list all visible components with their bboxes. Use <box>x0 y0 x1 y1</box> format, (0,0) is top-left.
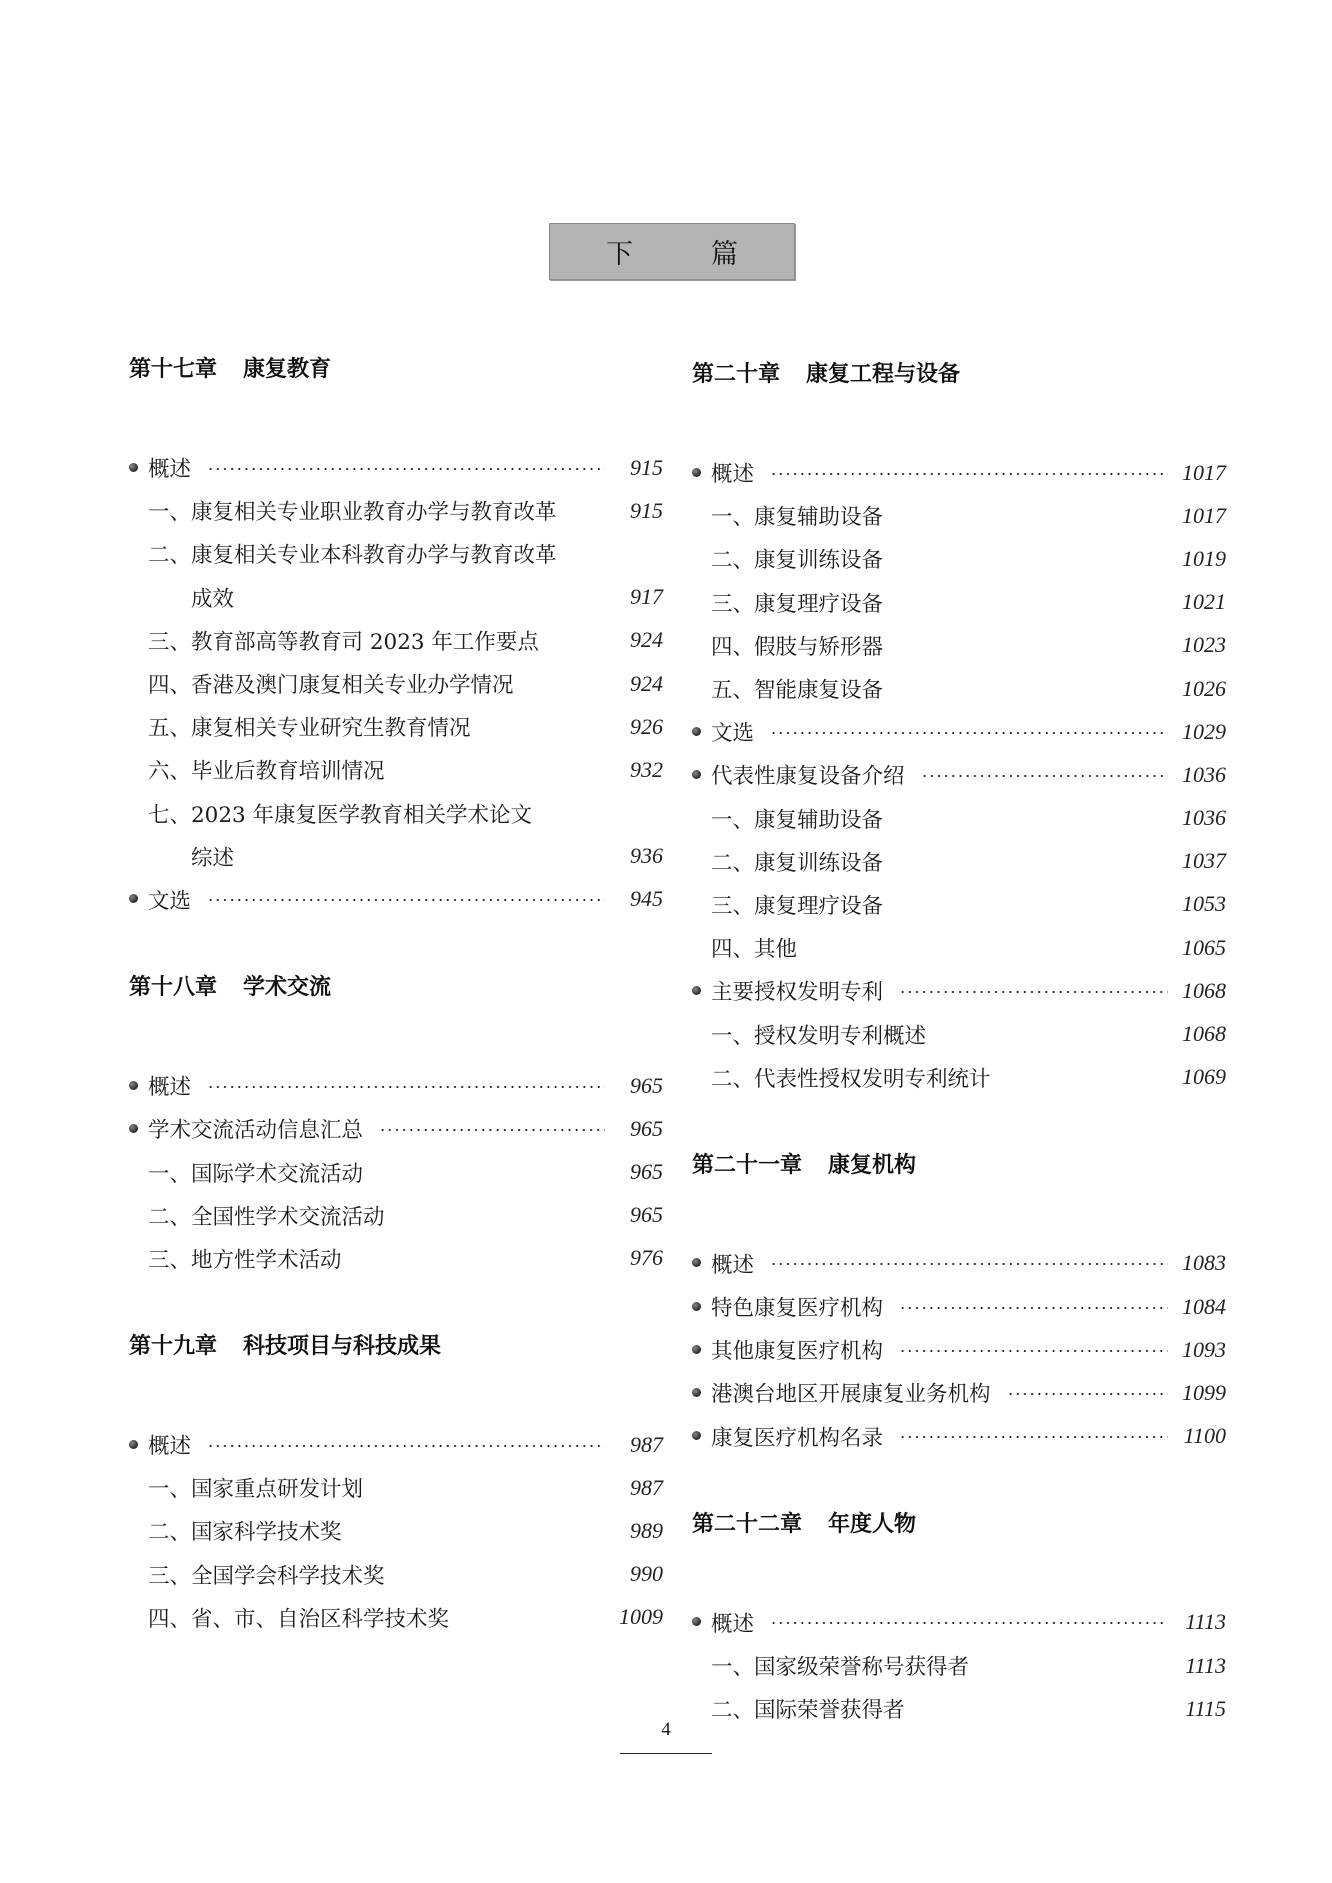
dot-leader <box>899 1350 1168 1352</box>
toc-entry[interactable] <box>129 1064 663 1107</box>
bullet-icon <box>692 1431 701 1440</box>
part-title-char: 篇 <box>711 239 738 270</box>
toc-chapter <box>129 355 663 921</box>
chapter-title: 科技项目与科技成果 <box>243 1334 442 1359</box>
entry-title: 一、国际学术交流活动 <box>148 1161 364 1187</box>
entry-page-number: 1037 <box>1182 848 1226 874</box>
entry-page-number: 965 <box>630 1115 663 1141</box>
heading-spacer <box>129 385 663 446</box>
entry-page-number: 965 <box>630 1202 663 1228</box>
bullet-icon <box>692 727 701 736</box>
entry-page-number: 1036 <box>1182 805 1226 831</box>
entry-page-number: 987 <box>630 1431 663 1457</box>
entry-title: 二、康复相关专业本科教育办学与教育改革 <box>148 543 557 569</box>
toc-entry[interactable] <box>692 667 1226 710</box>
entry-page-number: 926 <box>630 713 663 739</box>
toc-entry-list <box>129 1064 663 1280</box>
entry-page-number: 1115 <box>1185 1695 1226 1721</box>
chapter-title: 康复机构 <box>828 1152 917 1178</box>
chapter-heading[interactable] <box>129 973 663 1003</box>
bullet-icon <box>129 1124 138 1133</box>
entry-title: 港澳台地区开展康复业务机构 <box>711 1382 991 1408</box>
entry-page-number: 1009 <box>619 1604 663 1630</box>
entry-title: 一、康复辅助设备 <box>711 807 884 833</box>
entry-page-number: 924 <box>630 670 663 696</box>
chapter-title: 康复工程与设备 <box>806 362 961 387</box>
toc-entry[interactable] <box>692 451 1226 494</box>
dot-leader <box>1007 1393 1168 1395</box>
entry-title: 二、康复训练设备 <box>711 850 884 876</box>
entry-title: 四、假肢与矫形器 <box>711 634 884 660</box>
chapter-number: 第二十章 <box>692 362 781 387</box>
toc-entry[interactable] <box>129 835 663 878</box>
toc-entry[interactable] <box>692 1601 1226 1644</box>
chapter-title: 年度人物 <box>828 1511 917 1537</box>
toc-chapter <box>692 1099 1226 1458</box>
entry-title: 文选 <box>148 888 192 914</box>
entry-title: 学术交流活动信息汇总 <box>148 1118 364 1144</box>
toc-entry[interactable] <box>692 1644 1226 1687</box>
bullet-icon <box>692 986 701 995</box>
dot-leader <box>379 1129 605 1131</box>
toc-entry[interactable] <box>692 1012 1226 1055</box>
bullet-icon <box>692 468 701 477</box>
entry-page-number: 945 <box>630 886 663 912</box>
chapter-heading[interactable] <box>692 1510 1226 1540</box>
toc-entry[interactable] <box>692 969 1226 1012</box>
toc-entry[interactable] <box>692 1242 1226 1285</box>
entry-page-number: 1084 <box>1182 1293 1226 1319</box>
entry-page-number: 1029 <box>1182 718 1226 744</box>
toc-entry[interactable] <box>129 748 663 791</box>
toc-entry[interactable] <box>692 926 1226 969</box>
entry-page-number: 965 <box>630 1072 663 1098</box>
entry-title: 康复医疗机构名录 <box>711 1425 884 1451</box>
entry-title: 二、国际荣誉获得者 <box>711 1698 905 1724</box>
heading-spacer <box>692 1540 1226 1601</box>
dot-leader <box>207 899 605 901</box>
entry-title: 七、2023 年康复医学教育相关学术论文 <box>148 802 533 828</box>
toc-entry-list <box>692 451 1226 1099</box>
toc-column-right <box>692 360 1226 1730</box>
entry-page-number: 1083 <box>1182 1250 1226 1276</box>
entry-title: 特色康复医疗机构 <box>711 1296 884 1322</box>
entry-page-number: 1036 <box>1182 761 1226 787</box>
heading-spacer <box>692 1181 1226 1242</box>
entry-title: 一、国家重点研发计划 <box>148 1477 364 1503</box>
toc-entry[interactable] <box>129 1237 663 1280</box>
entry-page-number: 990 <box>630 1561 663 1587</box>
entry-page-number: 1023 <box>1182 632 1226 658</box>
toc-entry-list <box>692 1242 1226 1458</box>
toc-entry-list <box>692 1601 1226 1731</box>
part-title-box <box>549 223 795 280</box>
toc-chapter <box>129 1280 663 1639</box>
heading-spacer <box>129 1003 663 1064</box>
entry-title: 四、其他 <box>711 937 798 963</box>
bullet-icon <box>692 1617 701 1626</box>
toc-column-left <box>129 355 663 1639</box>
part-title-char: 下 <box>606 239 633 270</box>
toc-entry[interactable] <box>692 581 1226 624</box>
chapter-number: 第二十二章 <box>692 1511 803 1537</box>
dot-leader <box>207 468 605 470</box>
toc-entry[interactable] <box>129 489 663 532</box>
dot-leader <box>899 1436 1168 1438</box>
bullet-icon <box>129 894 138 903</box>
toc-entry[interactable] <box>129 1194 663 1237</box>
entry-title: 其他康复医疗机构 <box>711 1339 884 1365</box>
bullet-icon <box>129 463 138 472</box>
toc-entry[interactable] <box>692 753 1226 796</box>
entry-title: 三、教育部高等教育司 2023 年工作要点 <box>148 629 539 655</box>
toc-entry[interactable] <box>692 1285 1226 1328</box>
entry-title: 概述 <box>148 457 192 483</box>
chapter-number: 第十七章 <box>129 357 218 382</box>
toc-entry[interactable] <box>129 1553 663 1596</box>
toc-chapter <box>692 360 1226 1099</box>
toc-entry[interactable] <box>129 532 663 575</box>
entry-page-number: 987 <box>630 1474 663 1500</box>
entry-page-number: 1099 <box>1182 1379 1226 1405</box>
bullet-icon <box>692 770 701 779</box>
entry-title: 成效 <box>191 586 235 612</box>
entry-page-number: 1093 <box>1182 1336 1226 1362</box>
entry-page-number: 1069 <box>1182 1064 1226 1090</box>
entry-title: 概述 <box>711 462 755 488</box>
chapter-number: 第十九章 <box>129 1334 218 1359</box>
chapter-heading[interactable] <box>692 360 1226 390</box>
entry-title: 一、授权发明专利概述 <box>711 1023 927 1049</box>
entry-title: 三、地方性学术活动 <box>148 1247 342 1273</box>
entry-title: 六、毕业后教育培训情况 <box>148 759 385 785</box>
entry-title: 二、康复训练设备 <box>711 548 884 574</box>
toc-entry[interactable] <box>692 1056 1226 1099</box>
page-number-rule <box>620 1753 712 1754</box>
chapter-spacer <box>129 1280 663 1332</box>
entry-title: 三、康复理疗设备 <box>711 893 884 919</box>
entry-title: 二、全国性学术交流活动 <box>148 1204 385 1230</box>
entry-page-number: 965 <box>630 1159 663 1185</box>
entry-page-number: 932 <box>630 756 663 782</box>
entry-title: 三、康复理疗设备 <box>711 591 884 617</box>
dot-leader <box>207 1086 605 1088</box>
chapter-number: 第十八章 <box>129 975 218 1001</box>
dot-leader <box>899 991 1168 993</box>
toc-entry[interactable] <box>129 1596 663 1639</box>
entry-page-number: 1021 <box>1182 589 1226 615</box>
entry-page-number: 1113 <box>1185 1652 1226 1678</box>
toc-entry[interactable] <box>692 883 1226 926</box>
dot-leader <box>899 1307 1168 1309</box>
toc-chapter <box>129 921 663 1280</box>
toc-entry[interactable] <box>692 624 1226 667</box>
toc-chapter <box>692 1458 1226 1731</box>
bullet-icon <box>692 1345 701 1354</box>
entry-page-number: 1017 <box>1182 459 1226 485</box>
toc-entry[interactable] <box>129 1107 663 1150</box>
entry-title: 概述 <box>711 1252 755 1278</box>
dot-leader <box>207 1445 605 1447</box>
entry-title: 代表性康复设备介绍 <box>711 764 905 790</box>
toc-entry[interactable] <box>129 1509 663 1552</box>
chapter-spacer <box>129 921 663 973</box>
entry-title: 文选 <box>711 721 755 747</box>
toc-entry[interactable] <box>129 1466 663 1509</box>
entry-page-number: 1065 <box>1182 934 1226 960</box>
entry-page-number: 1068 <box>1182 977 1226 1003</box>
toc-entry[interactable] <box>129 576 663 619</box>
toc-entry[interactable] <box>129 619 663 662</box>
toc-entry[interactable] <box>692 494 1226 537</box>
dot-leader <box>921 775 1168 777</box>
chapter-heading[interactable] <box>129 355 663 385</box>
entry-title: 二、国家科学技术奖 <box>148 1520 342 1546</box>
toc-entry[interactable] <box>129 792 663 835</box>
bullet-icon <box>692 1302 701 1311</box>
toc-entry[interactable] <box>129 662 663 705</box>
dot-leader <box>770 732 1168 734</box>
entry-title: 概述 <box>711 1611 755 1637</box>
bullet-icon <box>129 1440 138 1449</box>
entry-page-number: 924 <box>630 627 663 653</box>
entry-page-number: 1100 <box>1183 1423 1226 1449</box>
chapter-spacer <box>692 1458 1226 1510</box>
chapter-title: 学术交流 <box>243 975 332 1001</box>
toc-entry[interactable] <box>692 1371 1226 1414</box>
toc-entry[interactable] <box>129 705 663 748</box>
entry-page-number: 1068 <box>1182 1021 1226 1047</box>
entry-title: 一、康复相关专业职业教育办学与教育改革 <box>148 500 557 526</box>
bullet-icon <box>692 1388 701 1397</box>
entry-page-number: 917 <box>630 584 663 610</box>
toc-entry[interactable] <box>692 1328 1226 1371</box>
toc-entry[interactable] <box>692 840 1226 883</box>
toc-entry-list <box>129 1423 663 1639</box>
entry-page-number: 989 <box>630 1517 663 1543</box>
page-number: 4 <box>661 1719 671 1740</box>
entry-page-number: 1019 <box>1182 545 1226 571</box>
chapter-heading[interactable] <box>692 1151 1226 1181</box>
heading-spacer <box>692 390 1226 451</box>
dot-leader <box>770 1263 1168 1265</box>
toc-entry[interactable] <box>692 1415 1226 1458</box>
toc-entry-list <box>129 446 663 921</box>
entry-page-number: 1113 <box>1185 1609 1226 1635</box>
entry-title: 三、全国学会科学技术奖 <box>148 1563 385 1589</box>
entry-page-number: 1017 <box>1182 502 1226 528</box>
entry-title: 四、省、市、自治区科学技术奖 <box>148 1606 450 1632</box>
dot-leader <box>770 1622 1168 1624</box>
bullet-icon <box>692 1258 701 1267</box>
entry-title: 一、国家级荣誉称号获得者 <box>711 1655 970 1681</box>
entry-title: 概述 <box>148 1075 192 1101</box>
entry-title: 四、香港及澳门康复相关专业办学情况 <box>148 673 514 699</box>
entry-title: 主要授权发明专利 <box>711 980 884 1006</box>
bullet-icon <box>129 1081 138 1090</box>
toc-entry[interactable] <box>692 797 1226 840</box>
chapter-heading[interactable] <box>129 1332 663 1362</box>
dot-leader <box>770 473 1168 475</box>
entry-title: 二、代表性授权发明专利统计 <box>711 1066 991 1092</box>
entry-page-number: 1026 <box>1182 675 1226 701</box>
entry-page-number: 915 <box>630 454 663 480</box>
toc-entry[interactable] <box>129 1423 663 1466</box>
heading-spacer <box>129 1362 663 1423</box>
toc-entry[interactable] <box>129 1150 663 1193</box>
entry-page-number: 1053 <box>1182 891 1226 917</box>
entry-page-number: 936 <box>630 843 663 869</box>
entry-title: 一、康复辅助设备 <box>711 505 884 531</box>
entry-title: 五、智能康复设备 <box>711 678 884 704</box>
entry-title: 概述 <box>148 1434 192 1460</box>
entry-title: 综述 <box>191 845 235 871</box>
chapter-number: 第二十一章 <box>692 1152 803 1178</box>
entry-page-number: 976 <box>630 1245 663 1271</box>
entry-title: 五、康复相关专业研究生教育情况 <box>148 716 471 742</box>
entry-page-number: 915 <box>630 497 663 523</box>
toc-entry[interactable] <box>692 710 1226 753</box>
toc-entry[interactable] <box>129 446 663 489</box>
toc-entry[interactable] <box>692 537 1226 580</box>
chapter-title: 康复教育 <box>243 357 332 382</box>
chapter-spacer <box>692 1099 1226 1151</box>
toc-entry[interactable] <box>129 878 663 921</box>
